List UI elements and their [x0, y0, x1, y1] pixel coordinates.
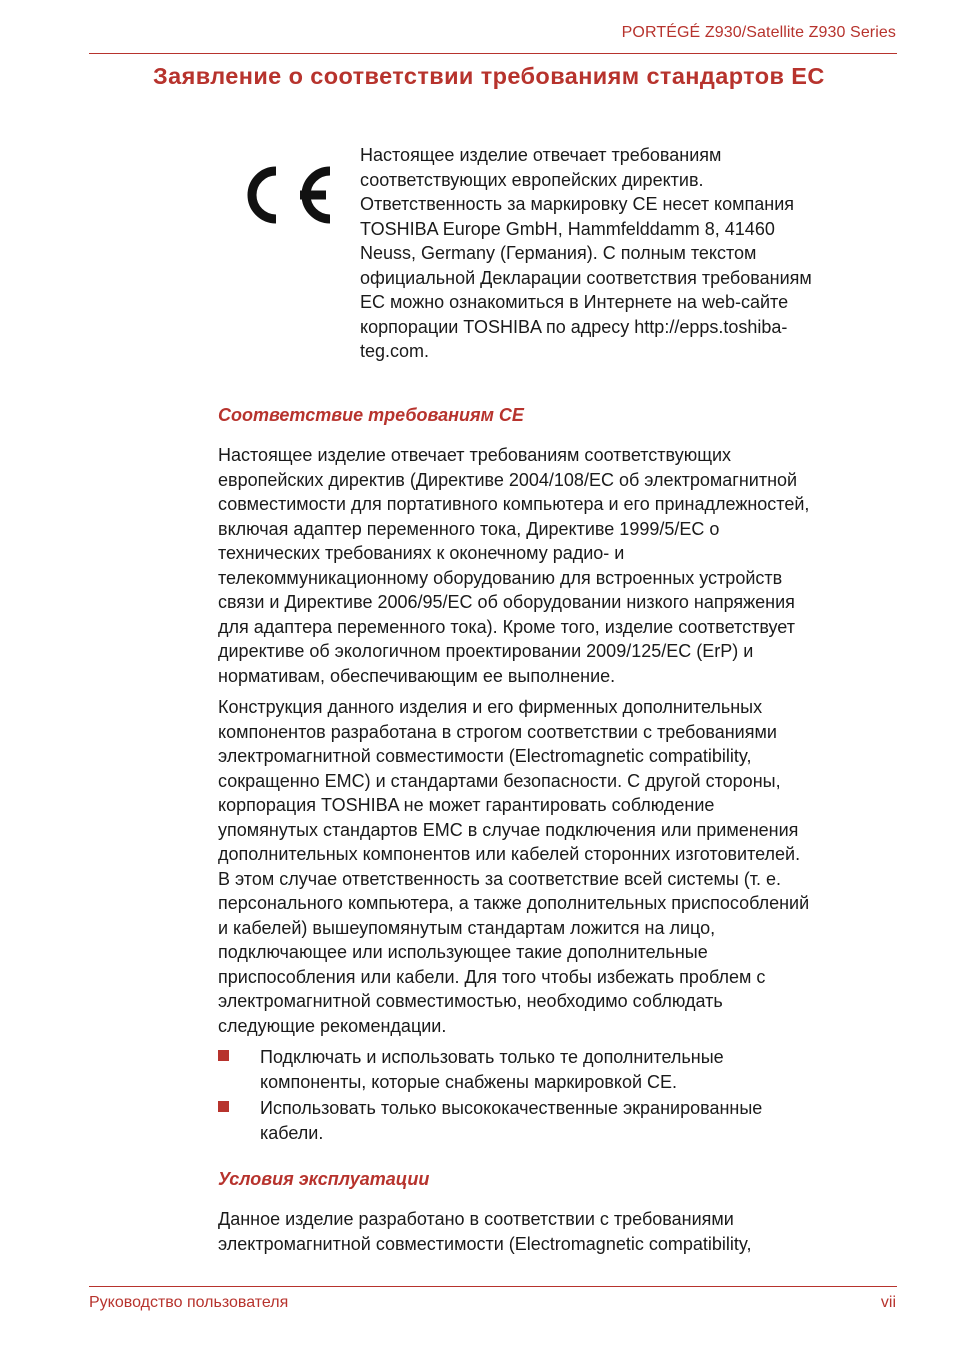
operating-conditions-paragraph: Данное изделие разработано в соответствии с требованиями электромагнитной совместимости (Electromagnetic compatibility, — [218, 1209, 752, 1254]
list-item-text: Подключать и использовать только те дополнительные компоненты, которые снабжены маркировкой CE. — [260, 1047, 724, 1092]
header-rule — [89, 53, 897, 54]
ce-mark-icon — [236, 162, 334, 228]
footer-rule — [89, 1286, 897, 1287]
footer-manual-title: Руководство пользователя — [89, 1294, 289, 1311]
bullet-square-icon — [218, 1050, 229, 1061]
bullet-square-icon — [218, 1101, 229, 1112]
list-item-text: Использовать только высококачественные экранированные кабели. — [260, 1098, 763, 1143]
header-title: PORTÉGÉ Z930/Satellite Z930 Series — [621, 24, 896, 41]
ce-compliance-heading: Соответствие требованиям CE — [218, 405, 524, 425]
ce-mark-description: Настоящее изделие отвечает требованиям соответствующих европейских директив. Ответственность за маркировку CE несет компания TOSHIBA Europe GmbH, Hammfelddamm 8, 41460 Neuss, Germany (Германия). С полным текстом официальной Декларации соответствия требованиям ЕС можно ознакомиться в Интернете на web-сайте корпорации TOSHIBA по адресу http://epps.toshiba- teg.com. — [360, 145, 812, 361]
ce-compliance-paragraph-1: Настоящее изделие отвечает требованиям соответствующих европейских директив (Директиве 2004/108/EC об электромагнитной совместимости для портативного компьютера и его принадлежностей, включая адаптер переменного тока, Директиве 1999/5/EC о технических требованиях к оконечному радио- и телекоммуникационному оборудованию для встроенных устройств связи и Директиве 2006/95/EC об оборудовании низкого напряжения для адаптера переменного тока). Кроме того, изделие соответствует директиве об экологичном проектировании 2009/125/EC (ErP) и нормативам, обеспечивающим ее выполнение. — [218, 445, 810, 686]
page-number: vii — [880, 1294, 896, 1311]
section-heading: Заявление о соответствии требованиям стандартов ЕС — [153, 63, 825, 89]
ce-compliance-paragraph-2: Конструкция данного изделия и его фирменных дополнительных компонентов разработана в строгом соответствии с требованиями электромагнитной совместимости (Electromagnetic compatibility, сокращенно EMC) и стандартами безопасности. С другой стороны, корпорация TOSHIBA не может гарантировать соблюдение упомянутых стандартов EMC в случае подключения или применения дополнительных компонентов или кабелей сторонних изготовителей. В этом случае ответственность за соответствие всей системы (т. е. персонального компьютера, а также дополнительных приспособлений и кабелей) вышеупомянутым стандартам ложится на лицо, подключающее или использующее такие дополнительные приспособления или кабели. Для того чтобы избежать проблем с электромагнитной совместимостью, необходимо соблюдать следующие рекомендации. — [218, 697, 810, 1036]
operating-conditions-heading: Условия эксплуатации — [218, 1169, 430, 1189]
